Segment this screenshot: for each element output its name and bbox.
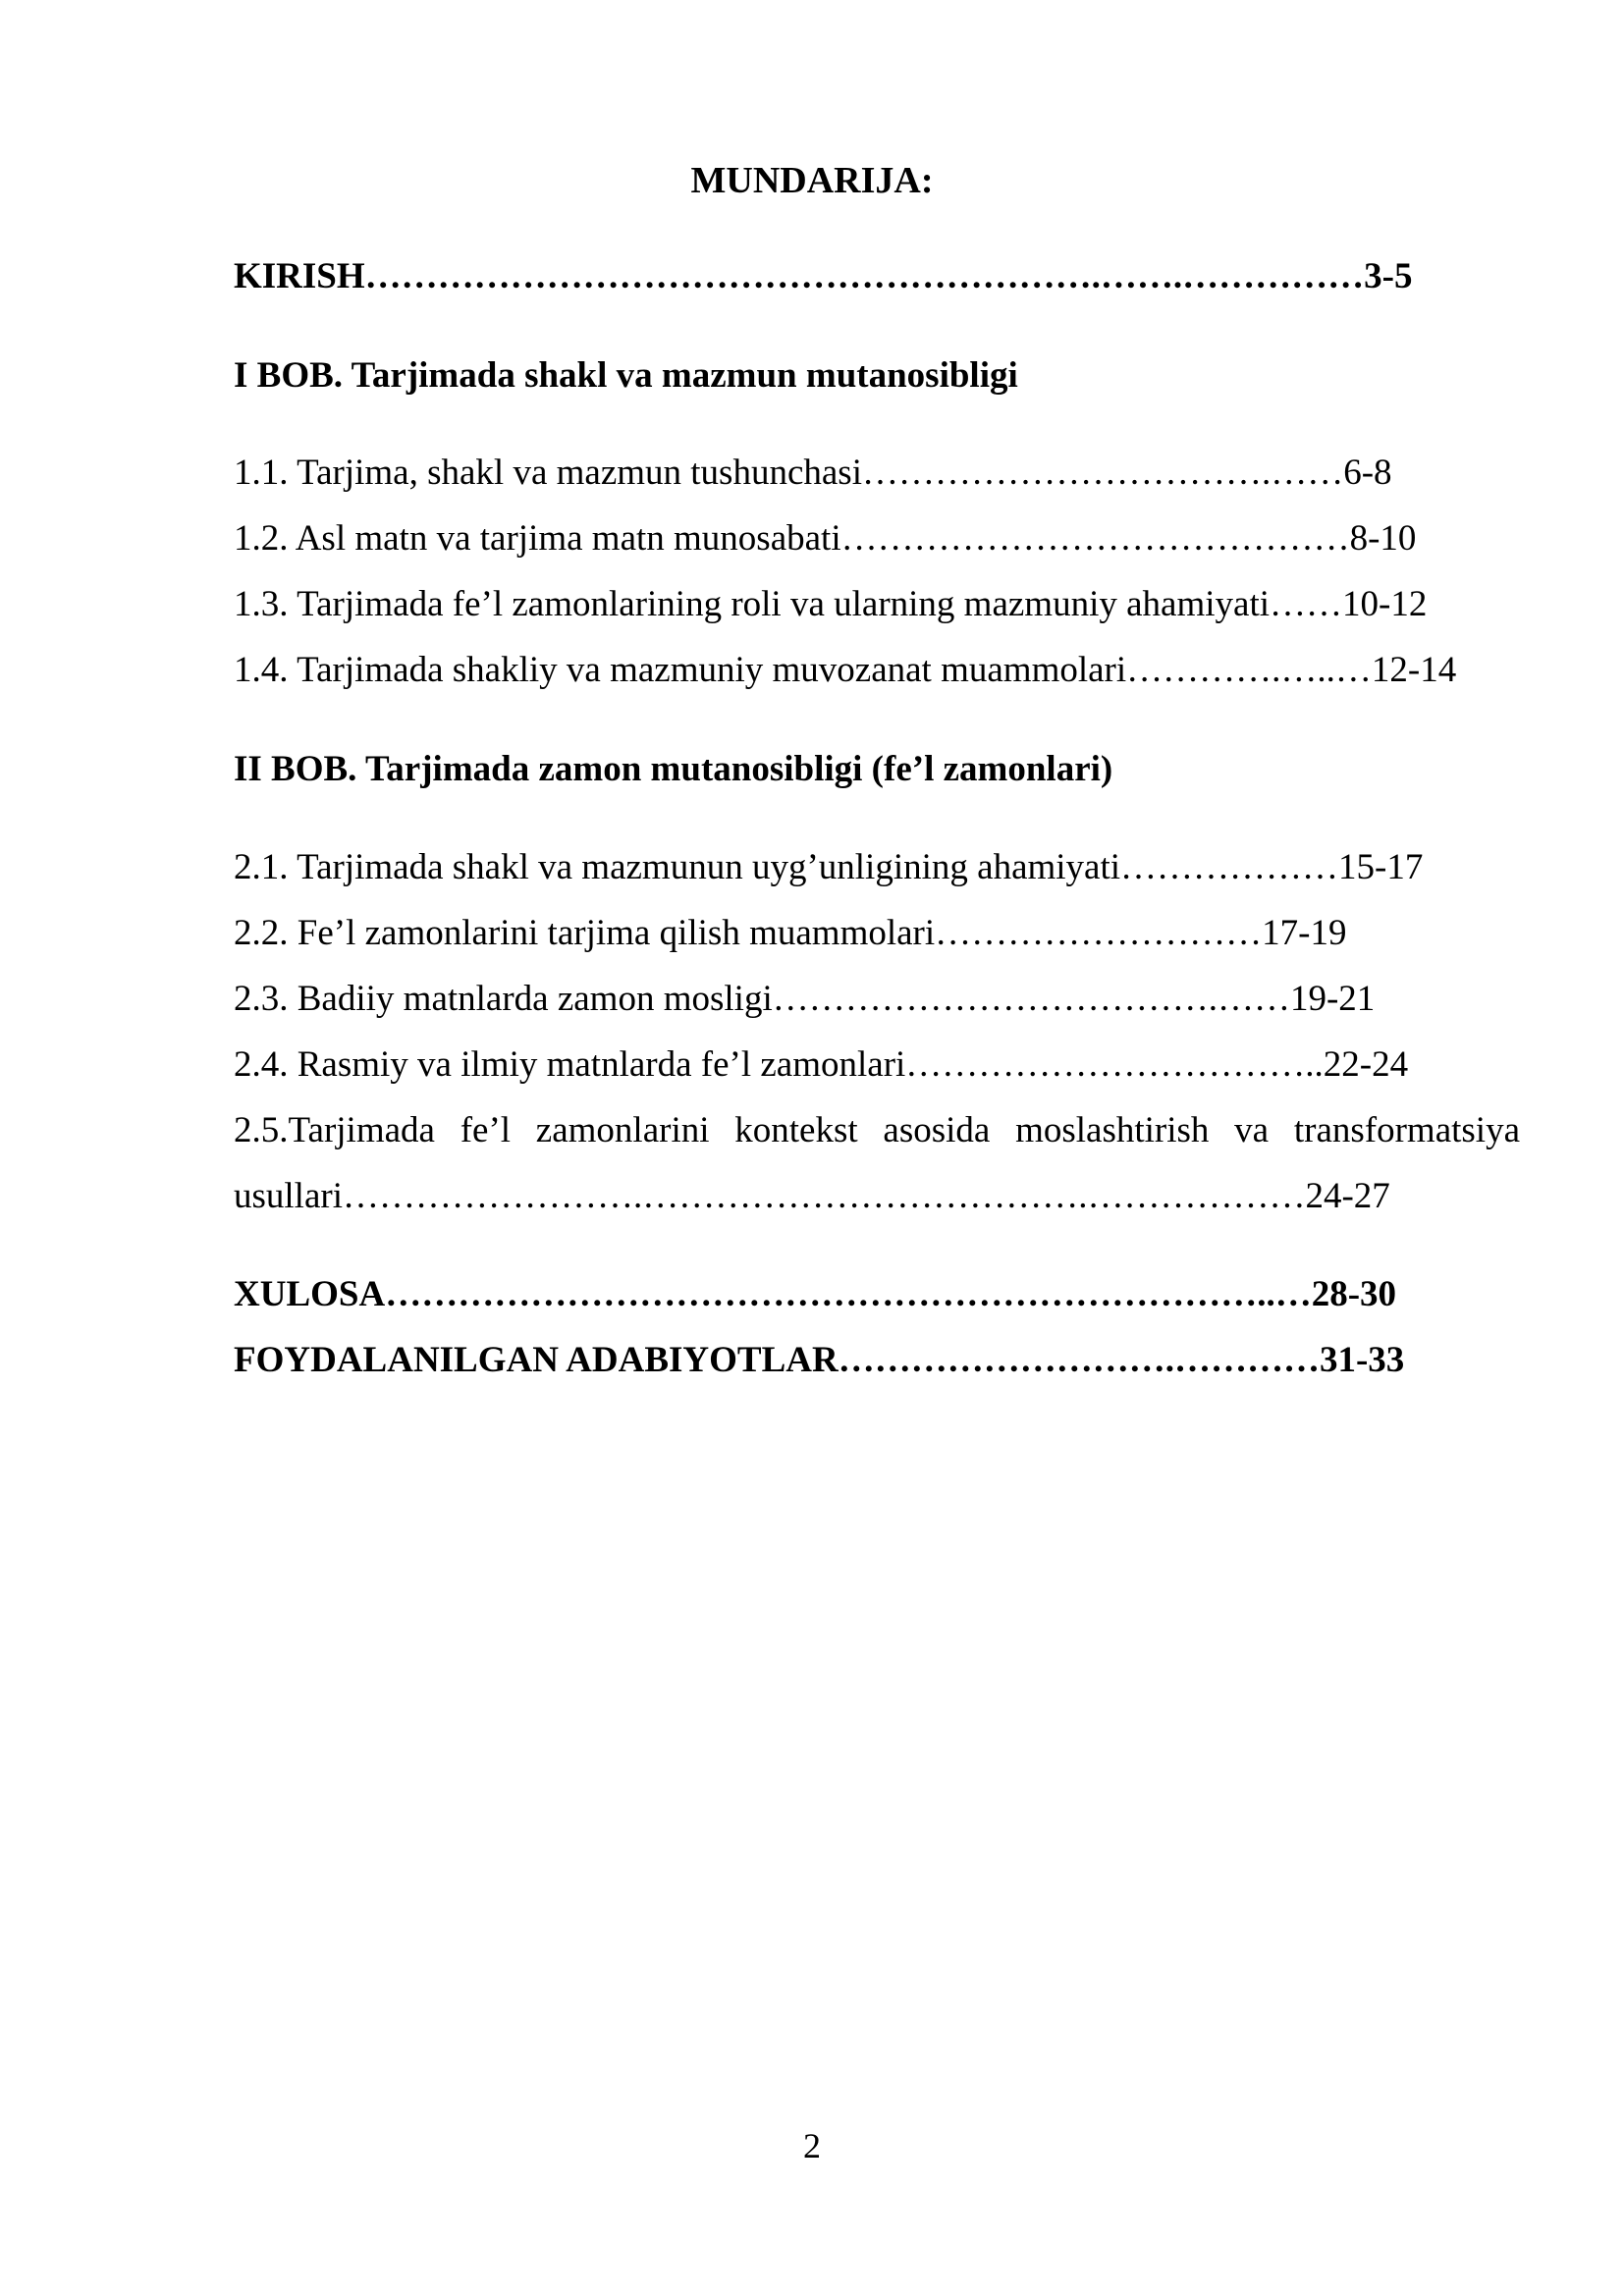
page-number: 2 xyxy=(803,2126,821,2165)
page-title: MUNDARIJA: xyxy=(690,160,934,201)
toc-entry-2-3: 2.3. Badiiy matnlarda zamon mosligi……………………………….……19-21 xyxy=(234,979,1376,1019)
toc-entry-1-2: 1.2. Asl matn va tarjima matn munosabati……………………………………8-10 xyxy=(234,518,1417,559)
toc-entry-1-1: 1.1. Tarjima, shakl va mazmun tushunchasi…………………………….……6-8 xyxy=(234,453,1392,493)
toc-entry-2-5: 2.5.Tarjimada fe’l zamonlarini kontekst asosida moslashtirish va transformatsiya xyxy=(234,1110,1520,1150)
toc-entry-2-1: 2.1. Tarjimada shakl va mazmunun uyg’unligining ahamiyati………………15-17 xyxy=(234,847,1424,887)
toc-entry-1-3: 1.3. Tarjimada fe’l zamonlarining roli va ularning mazmuniy ahamiyati……10-12 xyxy=(234,584,1428,624)
toc-entry-conclusion: XULOSA………………………………………………………………..…28-30 xyxy=(234,1274,1397,1314)
toc-entry-1-4: 1.4. Tarjimada shakliy va mazmuniy muvozanat muammolari………….…..…12-14 xyxy=(234,650,1457,690)
toc-entry-2-5-continued: usullari…………………….……………………………….………………24-27 xyxy=(234,1176,1390,1216)
chapter-1-heading: I BOB. Tarjimada shakl va mazmun mutanosibligi xyxy=(234,355,1018,396)
toc-entry-2-2: 2.2. Fe’l zamonlarini tarjima qilish muammolari………………………17-19 xyxy=(234,913,1347,953)
toc-entry-2-4: 2.4. Rasmiy va ilmiy matnlarda fe’l zamonlari……………………………..22-24 xyxy=(234,1044,1409,1085)
toc-entry-intro: KIRISH…………………………………………………….…….……………3-5 xyxy=(234,256,1413,296)
chapter-2-heading: II BOB. Tarjimada zamon mutanosibligi (fe’l zamonlari) xyxy=(234,749,1113,789)
toc-entry-references: FOYDALANILGAN ADABIYOTLAR……………………….…………31-33 xyxy=(234,1340,1405,1380)
